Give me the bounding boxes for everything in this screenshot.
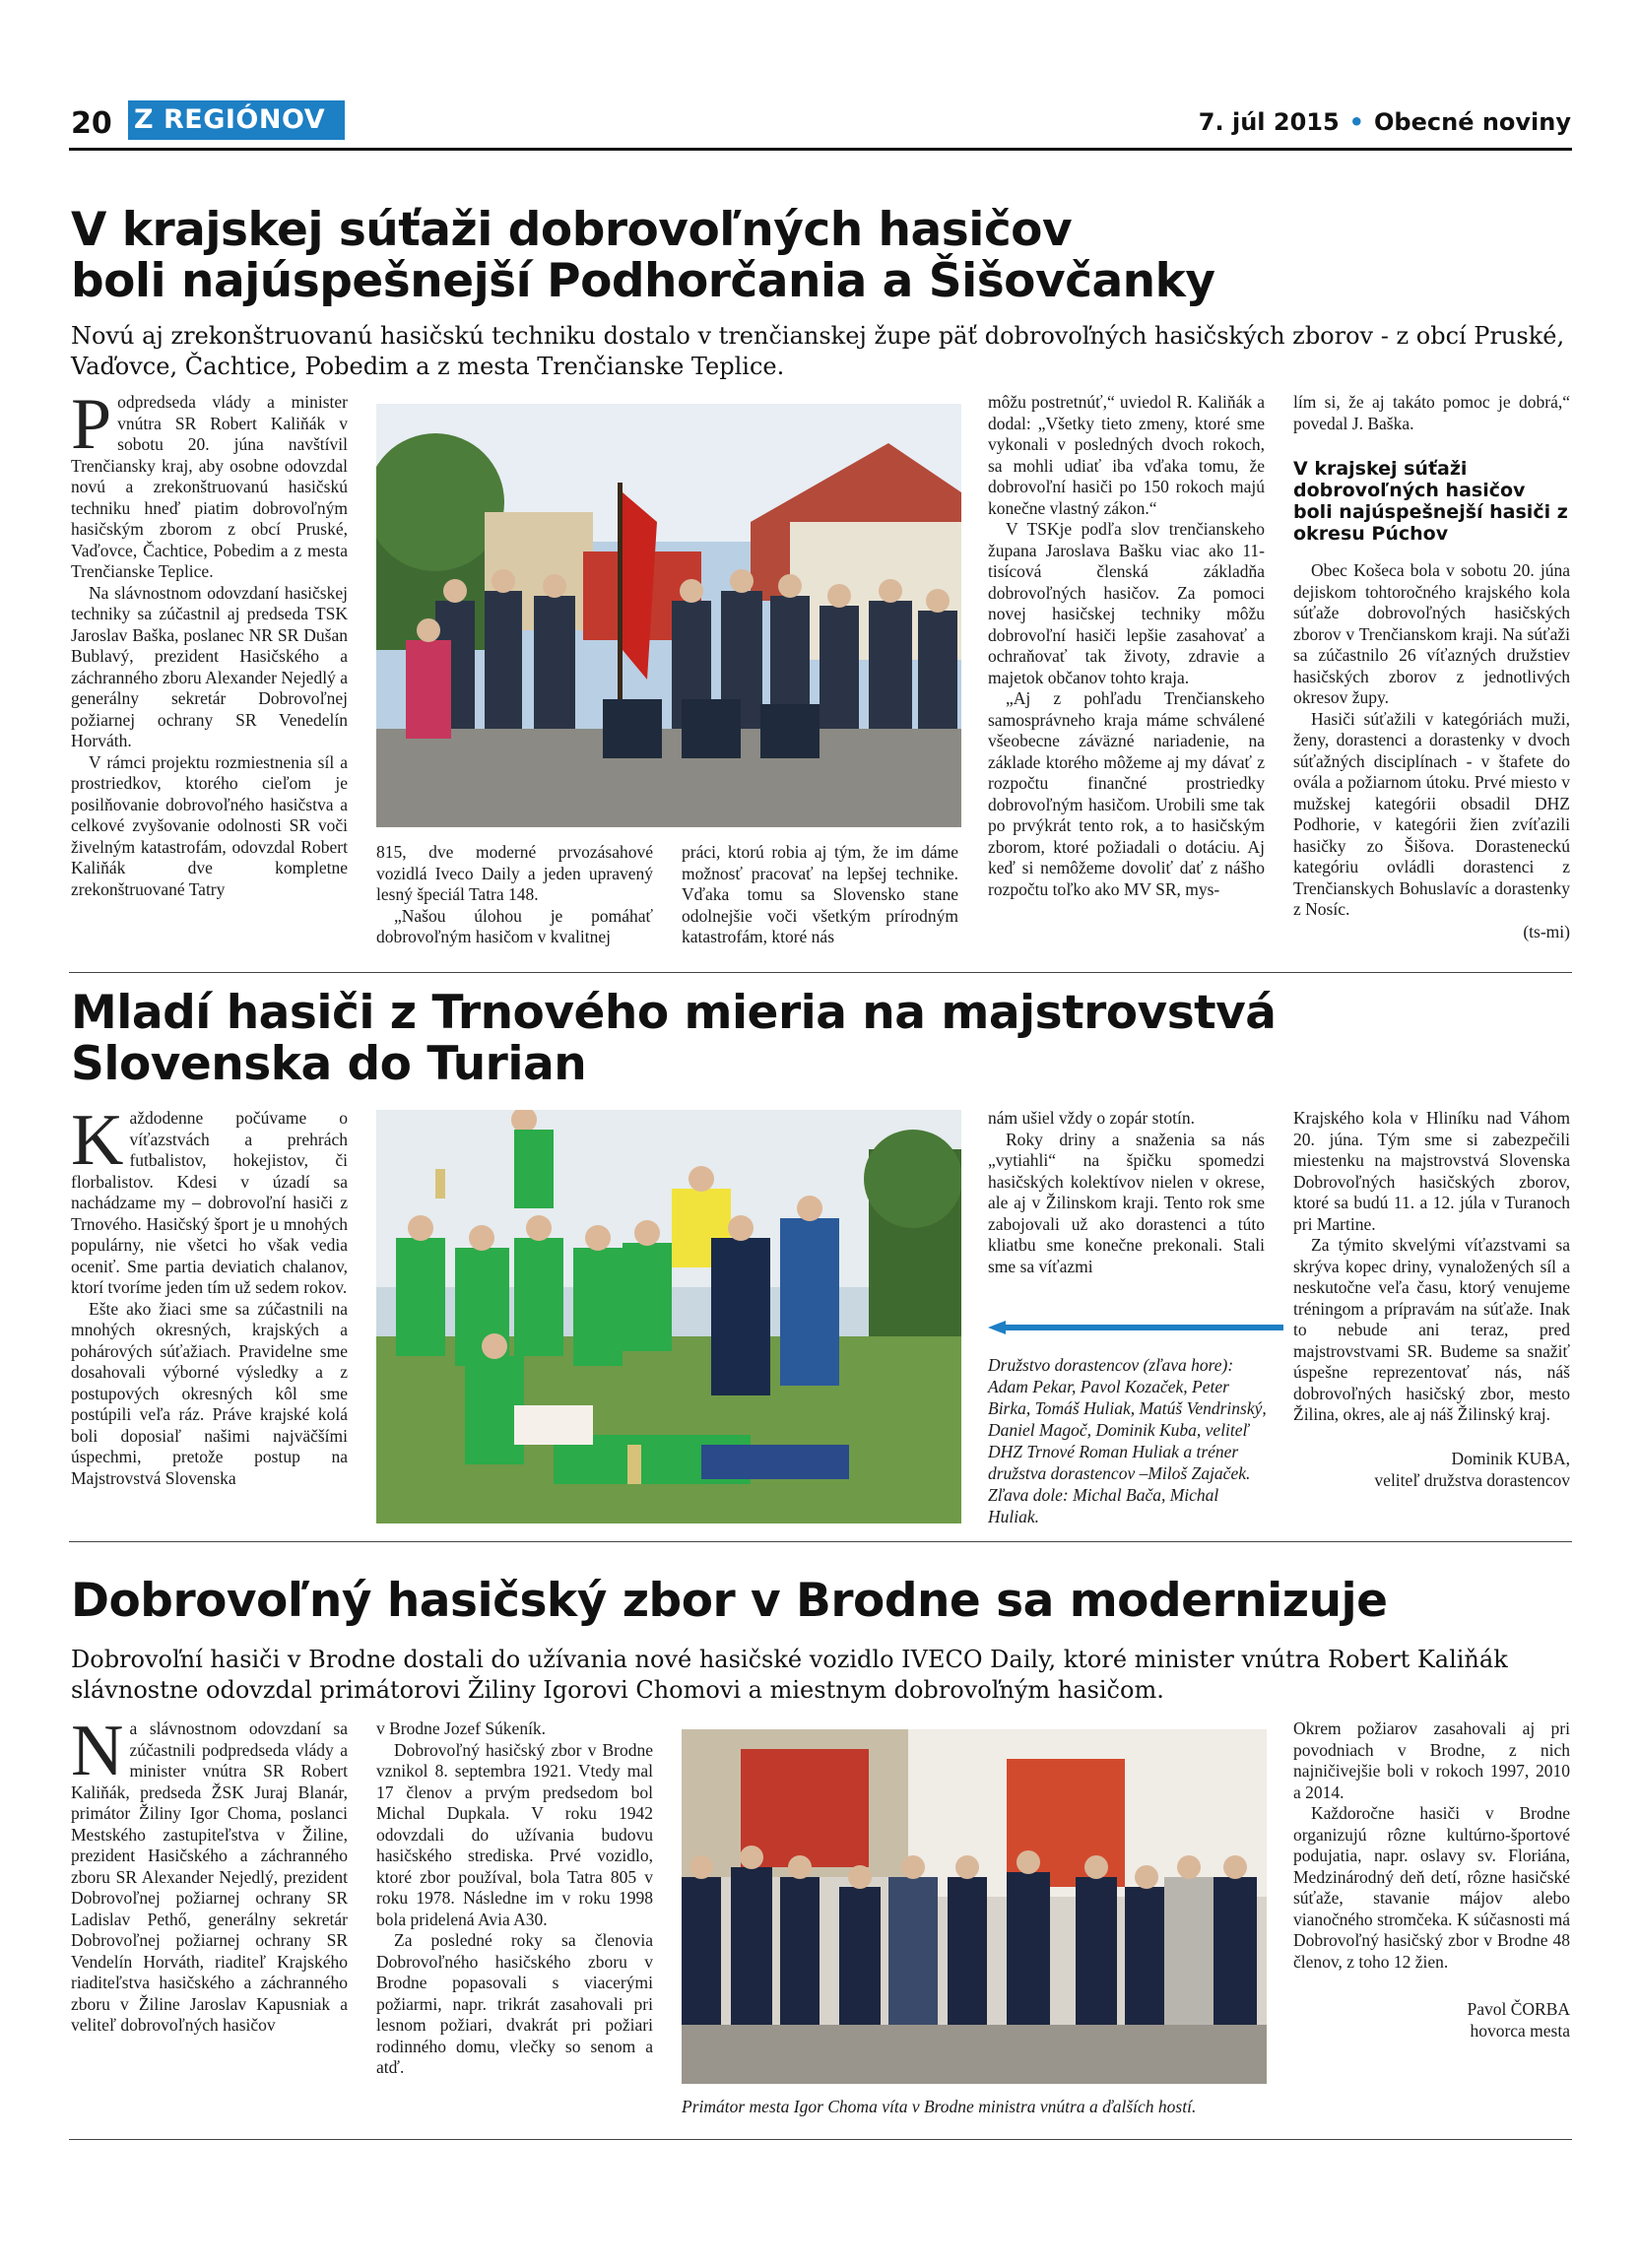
article3-lede <box>71 1645 1568 1706</box>
article1-paragraph: V TSKje podľa slov trenčianskeho župana Jaroslava Bašku viac ako 11-tisícová členská základňa dobrovoľných hasičov. Za pomoci novej hasičskej techniky môžu dobrovoľní hasiči lepšie zasahovať a ochraňovať tak životy, zdravie a majetok občanov tohto kraja. <box>988 519 1265 687</box>
article3-paragraph: Každoročne hasiči v Brodne organizujú rôzne kultúrno-športové podujatia, napr. oslavy sv. Floriána, Medzinárodný deň detí, rôzne hasičské súťaže, stavanie májov alebo vianočného stromčeka. K súčasnosti má Dobrovoľný hasičský zbor v Brodne 48 členov, z toho 12 žien. <box>1293 1803 1570 1972</box>
header-rule <box>69 148 1572 151</box>
article3-paragraph: v Brodne Jozef Súkeník. <box>376 1718 547 1738</box>
article3-headline: Dobrovoľný hasičský zbor v Brodne sa modernizuje <box>71 1574 1388 1628</box>
article3-photo-caption: Primátor mesta Igor Choma víta v Brodne ministra vnútra a ďalších hostí. <box>682 2097 1197 2116</box>
article2-headline-line1: Mladí hasiči z Trnového mieria na majstrovstvá <box>71 986 1277 1040</box>
article1-column-5 <box>1293 392 1570 942</box>
article1-paragraph: Hasiči súťažili v kategóriách muži, ženy, dorastenci a dorastenky v dvoch súťažných disciplínach - v štafete do ovála a požiarnom útoku. Prvé miesto v mužskej kategórii obsadil DHZ Podhorie, v kategórii žien zvíťazili hasičky zo Šišova. Dorasteneckú kategóriu ovládli dorastenci z Trenčianskych Bohuslavíc a dorastenky z Nosíc. <box>1293 708 1570 919</box>
article1-column-2 <box>376 842 653 948</box>
article3-paragraph: Okrem požiarov zasahovali aj pri povodniach v Brodne, z nich najničivejšie boli v rokoch 1997, 2010 a 2014. <box>1293 1718 1570 1802</box>
article2-dropcap: K <box>71 1100 124 1181</box>
article3-column-2 <box>376 1718 653 2079</box>
article1-headline-line2: boli najúspešnejší Podhorčania a Šišovčanky <box>71 254 1215 308</box>
article1-paragraph: V rámci projektu rozmiestnenia síl a prostriedkov, ktorého cieľom je posilňovanie dobrovoľného hasičstva a celkové zvyšovanie odolnosti SR voči živelným katastrofám, odovzdal Robert Kaliňák dve kompletne zrekonštruované Tatry <box>71 751 348 899</box>
article2-photo <box>376 1110 961 1523</box>
article3-paragraph: a slávnostnom odovzdaní sa zúčastnili podpredseda vlády a minister vnútra SR Robert Kaliňák, predseda ŽSK Juraj Blanár, primátor Žiliny Igor Choma, poslanci Mestského zastupiteľstva v Žiline, prezident Hasičského a záchranného zboru SR Alexander Nejedlý, prezident Dobrovoľnej požiarnej ochrany SR Ladislav Pethő, generálny sekretár Dobrovoľnej požiarnej ochrany SR Vendelín Horváth, riaditeľ Krajského riaditeľstva hasičského a záchranného zboru v Žiline Jaroslav Kapusniak a veliteľ dobrovoľných hasičov <box>71 1718 348 2035</box>
article1-paragraph: práci, ktorú robia aj tým, že im dáme možnosť pracovať na lepšej technike. Vďaka tomu sa Slovensko stane odolnejšie voči všetkým prírodným katastrofám, ktoré nás <box>682 842 958 946</box>
article3-signature-role: hovorca mesta <box>1470 2021 1570 2041</box>
article1-lede-line1: Novú aj zrekonštruovanú hasičskú techniku dostalo v trenčianskej župe päť dobrovoľných hasičských zborov - z obcí Pruské, <box>71 322 1565 350</box>
article2-signature-role: veliteľ družstva dorastencov <box>1374 1469 1570 1490</box>
group-photo-officials-ceremony-icon <box>682 1729 1267 2084</box>
publication-name: Obecné noviny <box>1374 108 1571 136</box>
article1-paragraph: Obec Košeca bola v sobotu 20. júna dejiskom tohtoročného krajského kola súťaže dobrovoľných hasičských zborov v Trenčianskom kraji. Na súťaži sa zúčastnilo 26 víťazných družstiev hasičských zborov z jednotlivých okresov župy. <box>1293 560 1570 707</box>
article-divider <box>69 1541 1572 1542</box>
article3-column-1 <box>71 1711 348 2037</box>
article1-column-3 <box>682 842 958 948</box>
article2-paragraph: aždodenne počúvame o víťazstvách a prehrách futbalistov, hokejistov, či florbalistov. Kdesi v úzadí sa nachádzame my – dobrovoľní hasiči z Trnového. Hasičský šport je u mnohých populárny, nie všetci ho však vedia oceniť. Sme partia deviatich chalanov, ktorí tvoríme jeden tím už sedem rokov. <box>71 1108 348 1297</box>
article2-photo-caption: Družstvo dorastencov (zľava hore): Adam Pekar, Pavol Kozaček, Peter Birka, Tomáš Huliak, Matúš Vendrinský, Daniel Magoč, Dominik Kuba, veliteľ DHZ Trnové Roman Huliak a tréner družstva dorastencov –Miloš Zajaček. Zľava dole: Michal Bača, Michal Huliak. <box>988 1355 1267 1526</box>
article2-paragraph: Krajského kola v Hliníku nad Váhom 20. júna. Tým sme si zabezpečili miestenku na majstrovstvá Slovenska Dobrovoľných hasičských zborov, ktoré sa budú 11. a 12. júla v Turanoch pri Martine. <box>1293 1108 1570 1234</box>
footer-rule <box>69 2139 1572 2140</box>
spacer <box>1293 1973 1570 1998</box>
group-photo-young-firefighters-trophies-icon <box>376 1110 961 1523</box>
article2-column-5 <box>1293 1108 1570 1491</box>
article1-column-4 <box>988 392 1265 900</box>
article1-lede <box>71 321 1568 382</box>
article2-column-1 <box>71 1100 348 1489</box>
article1-paragraph: odpredseda vlády a minister vnútra SR Robert Kaliňák v sobotu 20. júna navštívil Trenčiansky kraj, aby osobne odovzdal novú a zrekonštruovanú hasičskú techniku hneď piatim dobrovoľným hasičským zborom z obcí Pruské, Vaďovce, Čachtice, Pobedim a z mesta Trenčianske Teplice. <box>71 392 348 581</box>
article2-column-4 <box>988 1108 1265 1277</box>
article1-paragraph: 815, dve moderné prvozásahové vozidlá Iveco Daily a jeden upravený lesný špeciál Tatra 148. <box>376 842 653 904</box>
article1-headline-line1: V krajskej súťaži dobrovoľných hasičov <box>71 203 1073 257</box>
article1-headline <box>71 205 1568 307</box>
page-number: 20 <box>71 106 112 141</box>
article1-dropcap: P <box>71 384 112 465</box>
dateline <box>1199 108 1571 136</box>
article3-dropcap: N <box>71 1711 124 1791</box>
issue-date: 7. júl 2015 <box>1198 108 1340 136</box>
article1-paragraph: lím si, že aj takáto pomoc je dobrá,“ povedal J. Baška. <box>1293 392 1570 433</box>
article1-paragraph: Na slávnostnom odovzdaní hasičskej techniky sa zúčastnil aj predseda TSK Jaroslav Baška, poslanec NR SR Dušan Bublavý, prezident Hasičského a záchranného zboru Alexander Nejedlý a generálny sekretár Dobrovoľnej požiarnej ochrany SR Venedelín Horváth. <box>71 582 348 750</box>
article2-paragraph: nám ušiel vždy o zopár stotín. <box>988 1108 1195 1128</box>
article1-photo <box>376 404 961 827</box>
article2-headline <box>71 988 1568 1090</box>
article3-photo <box>682 1729 1267 2084</box>
article2-headline-line2: Slovenska do Turian <box>71 1037 587 1091</box>
article3-paragraph: Za posledné roky sa členovia Dobrovoľného hasičského zboru v Brodne popasovali s viacerými požiarmi, napr. trikrát zasahovali pri lesnom požiari, dvakrát pri požiari rodinného domu, vlečky so senom a atď. <box>376 1930 653 2077</box>
article3-lede-line2: slávnostne odovzdal primátorovi Žiliny Igorovi Chomovi a miestnym dobrovoľným hasičom. <box>71 1676 1164 1704</box>
caption-arrow-icon <box>988 1321 1283 1334</box>
group-photo-firefighters-flag-icon <box>376 404 961 827</box>
article2-paragraph: Za týmito skvelými víťazstvami sa skrýva kopec driny, vynaložených síl a neskutočne veľa času, ktorý venujeme tréningom a prípravám na súťaže. Inak to nebude ani teraz, pred majstrovstvami SR. Budeme sa snažiť úspešne reprezentovať nás, náš dobrovoľných hasičský zbor, mesto Žilina, okres, ale aj náš Žilinský kraj. <box>1293 1235 1570 1424</box>
article1-column-1 <box>71 384 348 900</box>
article1-paragraph: „Aj z pohľadu Trenčianskeho samosprávneho kraja máme schválené všeobecne záväzné nariadenie, na základe ktorého môžeme aj my dávať z rozpočtu finančné prostriedky dobrovoľným hasičom. Urobili sme tak po prvýkrát tento rok, a to hasičským zborom, ktoré požiadali o dotáciu. Aj keď si nemôžeme dovoliť dať z nášho rozpočtu toľko ako MV SR, mys- <box>988 688 1265 899</box>
article1-paragraph: môžu postretnúť,“ uviedol R. Kaliňák a dodal: „Všetky tieto zmeny, ktoré sme vykonali v posledných dvoch rokoch, sa mohli udiať iba vďaka tomu, že dobrovoľní hasiči po 150 rokoch majú konečne vlastný zákon.“ <box>988 392 1265 518</box>
article1-signature: (ts-mi) <box>1523 921 1570 941</box>
article1-paragraph: „Našou úlohou je pomáhať dobrovoľným hasičom v kvalitnej <box>376 905 653 946</box>
article3-paragraph: Dobrovoľný hasičský zbor v Brodne vznikol 8. septembra 1921. Vtedy mal 17 členov a prvým predsedom bol Michal Dupkala. V roku 1942 odovzdali do užívania budovu hasičského strediska. Prvé vozidlo, ktoré zbor používal, bola Tatra 805 v roku 1978. Následne im v roku 1998 bola pridelená Avia A30. <box>376 1739 653 1929</box>
article3-signature-name: Pavol ČORBA <box>1467 1999 1570 2019</box>
article2-paragraph: Roky driny a snaženia sa nás „vytiahli“ na špičku spomedzi hasičských kolektívov nielen v okrese, ale aj v Žilinskom kraji. Tento rok sme zabojovali už ako dorastenci a túto kliatbu sme konečne prekonali. Stali sme sa víťazmi <box>988 1129 1265 1276</box>
article2-paragraph: Ešte ako žiaci sme sa zúčastnili na mnohých okresných, krajských a pohárových súťažiach. Pravidelne sme dosahovali výborné výsledky a z postupových okresných kôl sme postúpili veľa ráz. Práve krajské kolá boli doposiaľ našimi najväčšími úspechmi, pretože postup na Majstrovstvá Slovenska <box>71 1298 348 1488</box>
article1-subheadline: V krajskej súťaži dobrovoľných hasičov boli najúspešnejší hasiči z okresu Púchov <box>1293 458 1568 545</box>
article3-lede-line1: Dobrovoľní hasiči v Brodne dostali do užívania nové hasičské vozidlo IVECO Daily, ktoré minister vnútra Robert Kaliňák <box>71 1646 1508 1673</box>
section-label: Z REGIÓNOV <box>128 100 345 140</box>
article2-signature-name: Dominik KUBA, <box>1451 1448 1570 1468</box>
separator-dot: • <box>1348 108 1365 136</box>
spacer <box>1293 1426 1570 1448</box>
article3-column-5 <box>1293 1718 1570 2041</box>
article-divider <box>69 972 1572 973</box>
article1-lede-line2: Vaďovce, Čachtice, Pobedim a z mesta Trenčianske Teplice. <box>71 353 785 380</box>
